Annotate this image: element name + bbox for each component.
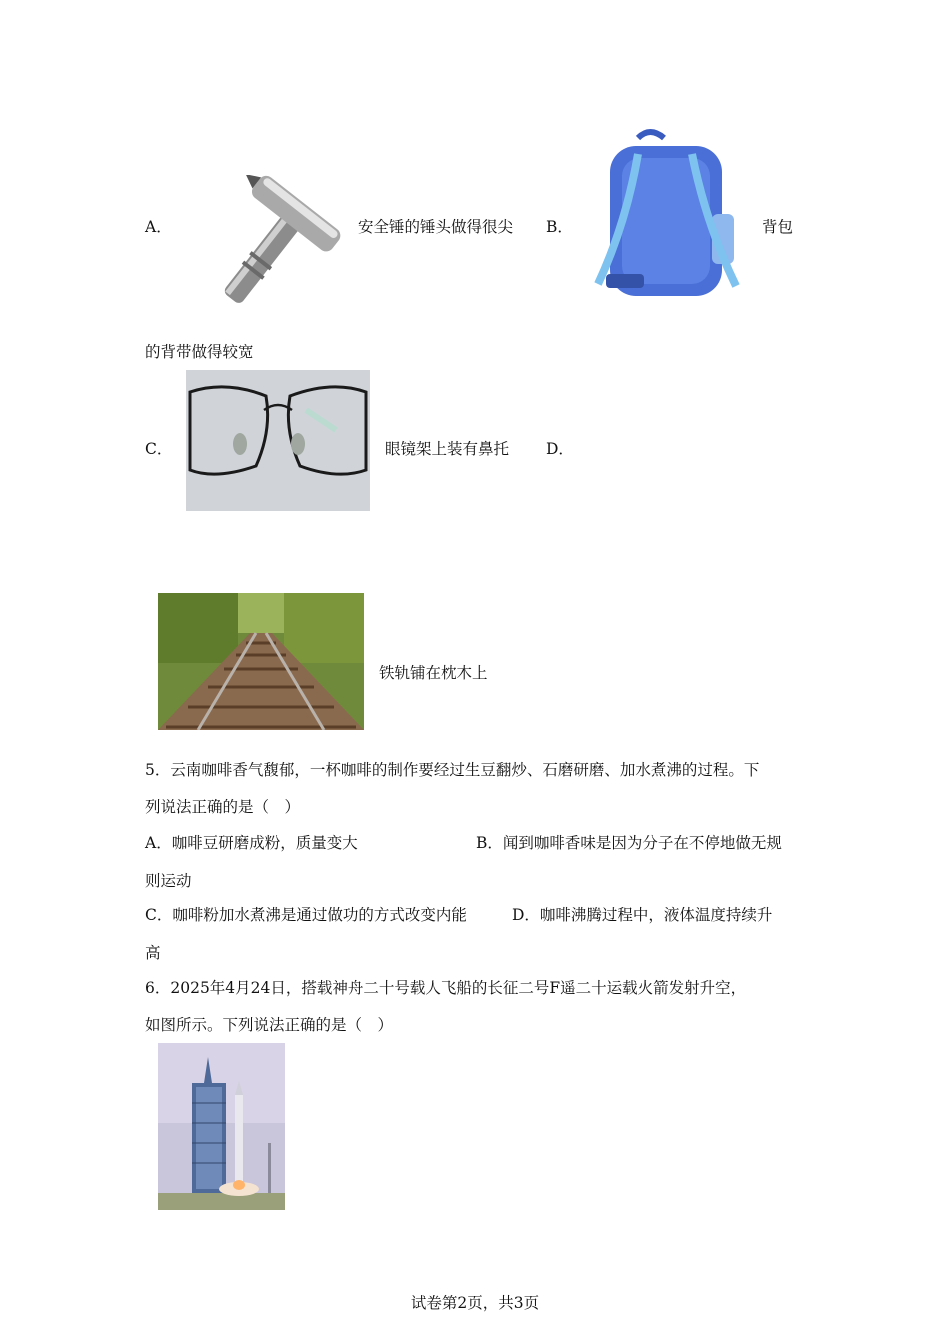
safety-hammer-image [206,175,342,309]
option-d-letter: D． [546,440,574,458]
q5-option-d-line1: D．咖啡沸腾过程中，液体温度持续升 [512,906,773,924]
q5-option-b-line2: 则运动 [145,872,192,890]
option-a-letter: A． [145,218,172,236]
q6-stem-line1: 6．2025年4月24日，搭载神舟二十号载人飞船的长征二号F遥二十运载火箭发射升空， [145,979,747,997]
option-b-continuation: 的背带做得较宽 [145,343,254,361]
q6-stem-line2: 如图所示。下列说法正确的是（ ） [145,1016,394,1034]
page-footer: 试卷第2页，共3页 [410,1294,540,1312]
q5-stem-line1: 5．云南咖啡香气馥郁，一杯咖啡的制作要经过生豆翻炒、石磨研磨、加水煮沸的过程。下 [145,761,760,779]
option-c-text: 眼镜架上装有鼻托 [385,440,510,458]
q5-option-a: A．咖啡豆研磨成粉，质量变大 [145,834,358,852]
q5-option-d-line2: 高 [145,944,161,962]
q5-stem-line2: 列说法正确的是（ ） [145,798,301,816]
q5-option-b-line1: B．闻到咖啡香味是因为分子在不停地做无规 [476,834,782,852]
q5-option-c: C．咖啡粉加水煮沸是通过做功的方式改变内能 [145,906,467,924]
backpack-image [586,124,748,304]
rocket-launch-image [158,1043,285,1210]
option-c-letter: C． [145,440,173,458]
option-b-letter: B． [546,218,573,236]
option-a-text: 安全锤的锤头做得很尖 [358,218,514,236]
option-b-text: 背包 [762,218,794,236]
railway-track-image [158,593,364,730]
glasses-image [186,370,370,511]
option-d-text: 铁轨铺在枕木上 [379,664,488,682]
